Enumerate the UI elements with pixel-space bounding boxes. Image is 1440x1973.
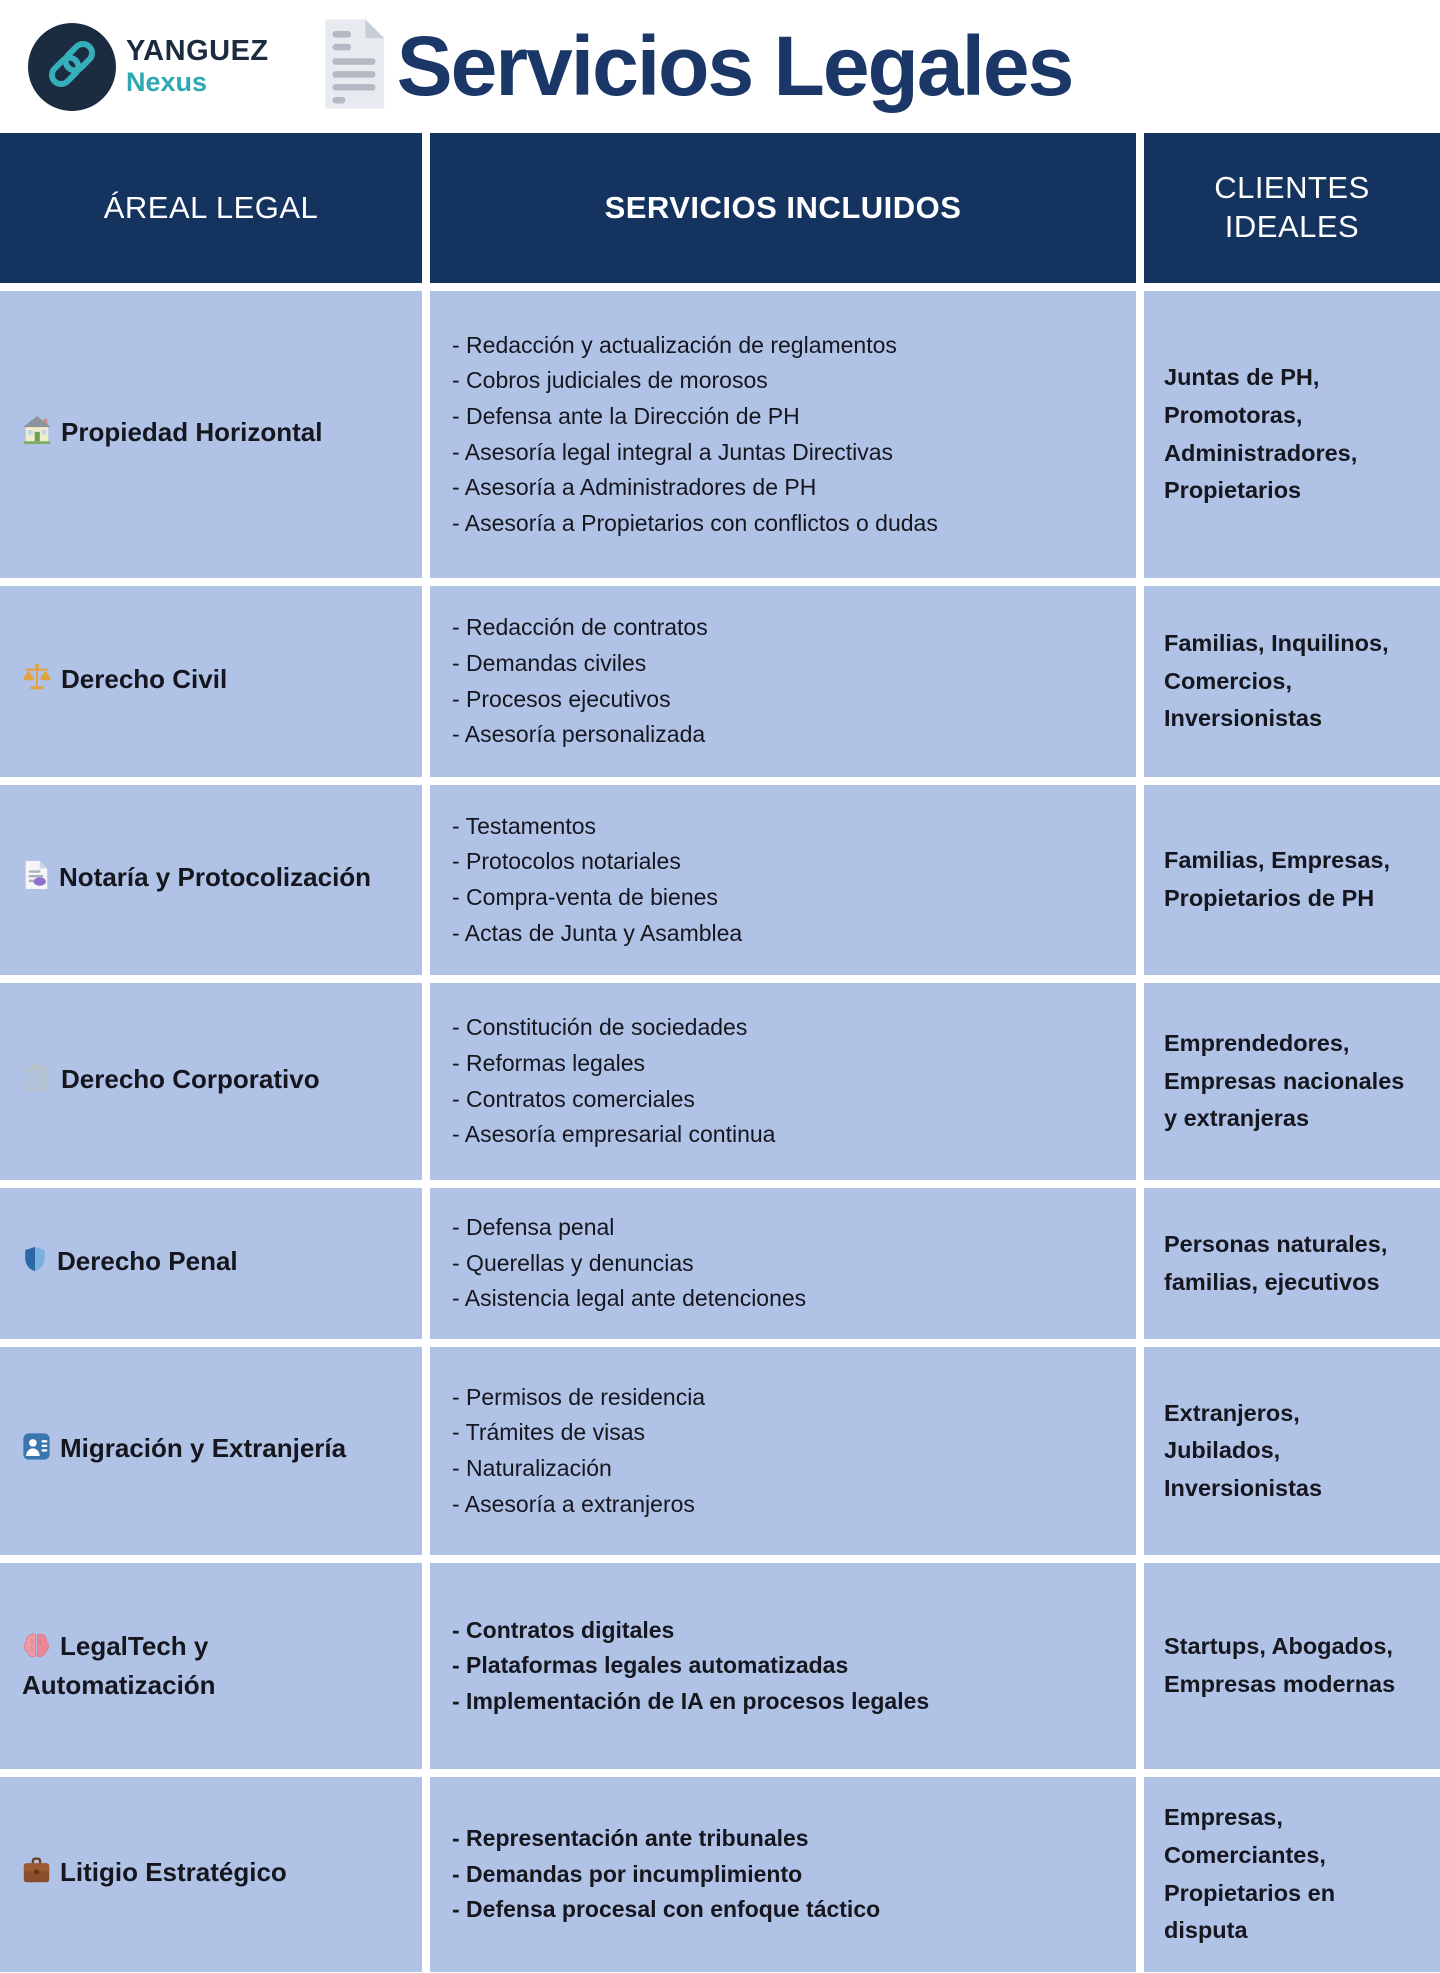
clients-cell	[1144, 1777, 1440, 1972]
service-item: - Asesoría a extranjeros	[452, 1490, 695, 1517]
briefcase-icon	[22, 1856, 51, 1894]
service-item: - Compra-venta de bienes	[452, 884, 718, 910]
service-item: - Naturalización	[452, 1455, 612, 1481]
notary-document-icon	[22, 860, 50, 899]
clients-cell	[1144, 983, 1440, 1180]
area-cell	[0, 1347, 422, 1555]
service-item: - Asesoría empresarial continua	[452, 1121, 776, 1148]
header-area-legal: ÁREAL LEGAL	[0, 133, 422, 283]
service-item: - Permisos de residencia	[452, 1383, 706, 1410]
header-clientes-ideales	[1144, 133, 1440, 283]
header-clientes-ideales-label: CLIENTES IDEALES	[1214, 170, 1370, 244]
area-label: Derecho Penal	[57, 1245, 238, 1276]
area-cell	[0, 983, 422, 1180]
header-servicios-incluidos: SERVICIOS INCLUIDOS	[430, 133, 1136, 283]
service-item: - Protocolos notariales	[452, 848, 681, 875]
clients-text: Familias, Empresas, Propietarios de PH	[1164, 847, 1390, 911]
service-item: - Testamentos	[452, 812, 597, 839]
brand-logo	[28, 23, 116, 111]
service-item: - Defensa procesal con enfoque táctico	[452, 1896, 881, 1923]
services-cell	[430, 291, 1136, 578]
clients-text: Empresas, Comerciantes, Propietarios en disputa	[1164, 1804, 1336, 1944]
clients-cell	[1144, 785, 1440, 975]
top-bar	[0, 0, 1440, 133]
clients-cell	[1144, 1563, 1440, 1769]
services-cell	[430, 1563, 1136, 1769]
area-cell	[0, 1563, 422, 1769]
clients-text: Familias, Inquilinos, Comercios, Inversionistas	[1164, 630, 1389, 732]
service-item: - Defensa ante la Dirección de PH	[452, 402, 800, 429]
service-item: - Redacción y actualización de reglamentos	[452, 331, 897, 358]
services-cell	[430, 586, 1136, 777]
services-cell	[430, 983, 1136, 1180]
service-item: - Cobros judiciales de morosos	[452, 367, 768, 394]
clients-cell	[1144, 1347, 1440, 1555]
service-item: - Representación ante tribunales	[452, 1825, 809, 1852]
services-cell	[430, 1188, 1136, 1339]
area-cell	[0, 1188, 422, 1339]
brand-name	[126, 37, 269, 96]
service-item: - Procesos ejecutivos	[452, 685, 671, 712]
clients-cell	[1144, 291, 1440, 578]
service-item: - Asesoría a Administradores de PH	[452, 474, 817, 501]
service-item: - Asesoría personalizada	[452, 721, 706, 748]
area-label: Propiedad Horizontal	[61, 416, 323, 447]
brand-name-bottom: Nexus	[126, 67, 208, 97]
services-cell	[430, 785, 1136, 975]
area-cell	[0, 291, 422, 578]
area-label: Derecho Civil	[61, 663, 228, 694]
clients-cell	[1144, 1188, 1440, 1339]
area-cell	[0, 586, 422, 777]
service-item: - Redacción de contratos	[452, 614, 708, 641]
service-item: - Contratos digitales	[452, 1616, 675, 1643]
service-item: - Actas de Junta y Asamblea	[452, 919, 743, 946]
scales-icon	[22, 662, 52, 701]
service-item: - Asesoría a Propietarios con conflictos o dudas	[452, 509, 938, 536]
service-item: - Defensa penal	[452, 1214, 615, 1241]
area-label: Litigio Estratégico	[60, 1856, 287, 1887]
service-item: - Contratos comerciales	[452, 1085, 695, 1112]
area-label: Derecho Corporativo	[61, 1063, 320, 1094]
area-label: Notaría y Protocolización	[59, 862, 372, 893]
service-item: - Querellas y denuncias	[452, 1249, 694, 1276]
service-item: - Demandas por incumplimiento	[452, 1860, 803, 1887]
bank-building-icon	[22, 1062, 52, 1101]
service-item: - Implementación de IA en procesos legales	[452, 1687, 930, 1714]
services-cell	[430, 1347, 1136, 1555]
service-item: - Reformas legales	[452, 1049, 646, 1076]
area-label: Migración y Extranjería	[60, 1433, 347, 1464]
clients-text: Personas naturales, familias, ejecutivos	[1164, 1230, 1388, 1295]
area-label: LegalTech y Automatización	[22, 1630, 216, 1700]
clients-text: Extranjeros, Jubilados, Inversionistas	[1164, 1399, 1323, 1501]
service-item: - Plataformas legales automatizadas	[452, 1652, 849, 1679]
service-item: - Asesoría legal integral a Juntas Directivas	[452, 438, 894, 465]
clients-cell	[1144, 586, 1440, 777]
brand-name-top: YANGUEZ	[126, 35, 269, 67]
clients-text: Startups, Abogados, Empresas modernas	[1164, 1633, 1396, 1697]
clients-text: Emprendedores, Empresas nacionales y extranjeras	[1164, 1030, 1405, 1132]
area-cell	[0, 1777, 422, 1972]
service-item: - Trámites de visas	[452, 1419, 645, 1446]
link-icon	[41, 33, 103, 100]
service-item: - Constitución de sociedades	[452, 1014, 748, 1041]
house-icon	[22, 415, 52, 454]
service-item: - Asistencia legal ante detenciones	[452, 1285, 807, 1312]
area-cell	[0, 785, 422, 975]
services-table	[0, 133, 1440, 1972]
document-icon	[321, 18, 387, 115]
passport-control-icon	[22, 1432, 51, 1470]
brain-icon	[22, 1632, 51, 1668]
clients-text: Juntas de PH, Promotoras, Administradores, Propietarios	[1164, 364, 1358, 504]
services-cell	[430, 1777, 1136, 1972]
service-item: - Demandas civiles	[452, 649, 647, 676]
shield-icon	[22, 1244, 48, 1283]
page-title: Servicios Legales	[396, 19, 1073, 113]
